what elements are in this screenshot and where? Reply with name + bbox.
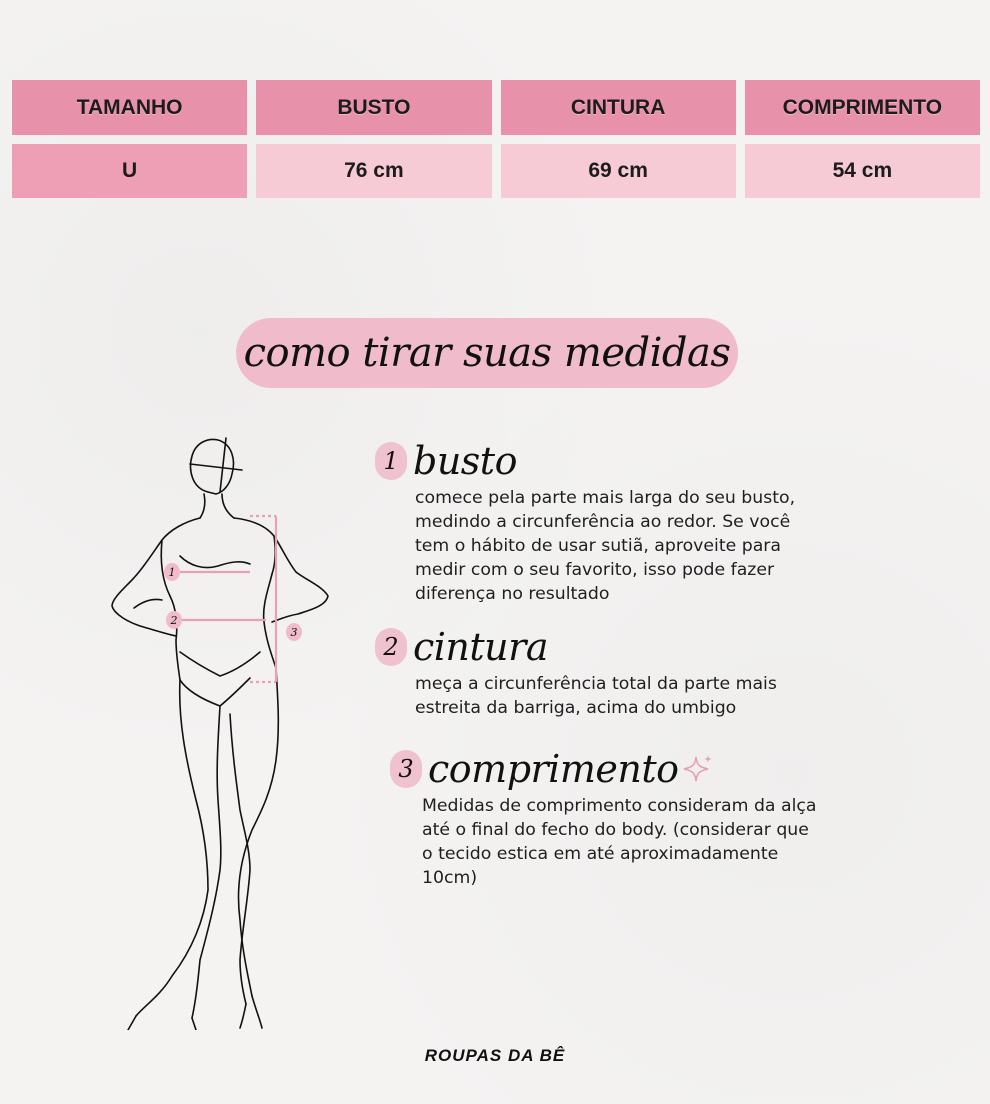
desc-line: o tecido estica em até aproximadamente <box>422 844 779 864</box>
header-cell-comprimento: COMPRIMENTO <box>745 80 980 135</box>
figure-marker-2: 2 <box>170 614 178 627</box>
value-cell-busto: 76 cm <box>256 144 491 198</box>
section-cintura <box>375 622 845 720</box>
section-description-cintura <box>375 672 845 720</box>
desc-line: comece pela parte mais larga do seu busto, <box>415 488 796 508</box>
header-cell-tamanho: TAMANHO <box>12 80 247 135</box>
section-title-busto: busto <box>413 439 517 483</box>
number-badge-1: 1 <box>375 442 407 480</box>
section-description-busto <box>375 486 845 606</box>
value-cell-comprimento: 54 cm <box>745 144 980 198</box>
desc-line: Medidas de comprimento consideram da alça <box>422 796 817 816</box>
section-cintura-heading <box>375 622 845 672</box>
brand-logo: ROUPAS DA BÊ <box>424 1046 566 1065</box>
desc-line: diferença no resultado <box>415 584 610 604</box>
section-title-cintura: cintura <box>413 625 548 669</box>
size-table-header-row <box>12 80 980 135</box>
desc-line: medir com o seu favorito, isso pode fazer <box>415 560 775 580</box>
number-badge-2: 2 <box>375 628 407 666</box>
desc-line: tem o hábito de usar sutiã, aproveite para <box>415 536 781 556</box>
number-badge-3: 3 <box>390 750 422 788</box>
value-cell-tamanho: U <box>12 144 247 198</box>
guide-title: como tirar suas medidas <box>236 318 738 388</box>
sparkle-icon <box>682 753 714 785</box>
body-figure <box>100 430 340 1030</box>
desc-line: estreita da barriga, acima do umbigo <box>415 698 737 718</box>
size-table-value-row <box>12 144 980 198</box>
section-comprimento <box>390 744 870 890</box>
section-title-comprimento: comprimento <box>428 747 679 791</box>
section-busto-heading <box>375 436 845 486</box>
desc-line: medindo a circunferência ao redor. Se você <box>415 512 791 532</box>
figure-marker-3: 3 <box>290 626 298 639</box>
header-cell-cintura: CINTURA <box>501 80 736 135</box>
figure-marker-1: 1 <box>168 566 176 579</box>
header-cell-busto: BUSTO <box>256 80 491 135</box>
desc-line: 10cm) <box>422 868 478 888</box>
section-comprimento-heading <box>390 744 870 794</box>
value-cell-cintura: 69 cm <box>501 144 736 198</box>
desc-line: até o final do fecho do body. (considerar que <box>422 820 809 840</box>
section-description-comprimento <box>390 794 870 890</box>
section-busto <box>375 436 845 606</box>
desc-line: meça a circunferência total da parte mais <box>415 674 777 694</box>
